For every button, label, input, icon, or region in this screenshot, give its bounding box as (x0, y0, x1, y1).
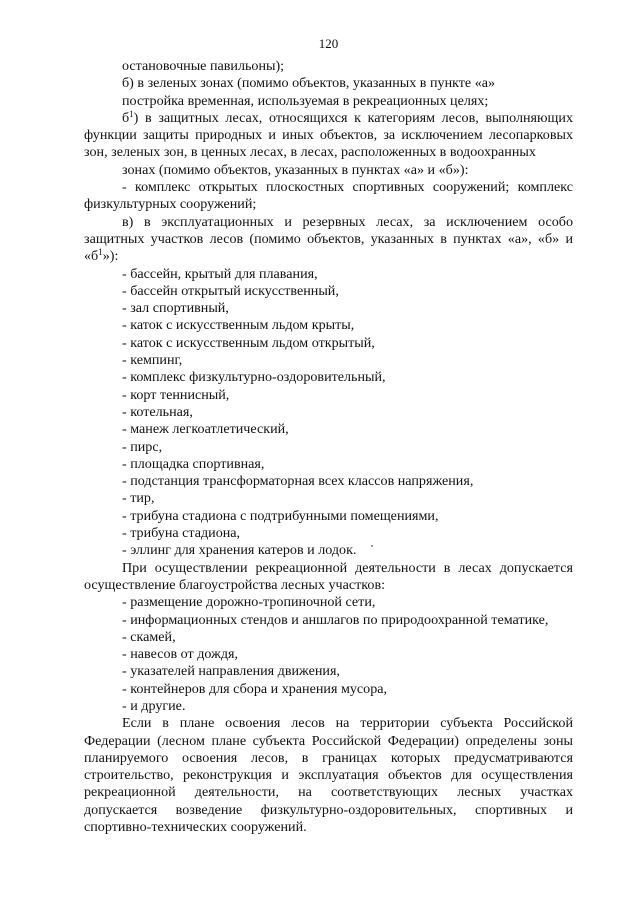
text-line: - каток с искусственным льдом крыты, (122, 317, 355, 334)
text-line: «$б^1$»): (84, 247, 119, 265)
text-line: - и другие. (122, 697, 186, 714)
text-line: - навесов от дождя, (122, 646, 238, 663)
text-line: - комплекс открытых плоскостных спортивных сооружений; комплекс (122, 179, 573, 196)
text-line: - котельная, (122, 403, 193, 420)
text-line: физкультурных сооружений; (84, 196, 257, 213)
text-line: - бассейн открытый искусственный, (122, 282, 339, 299)
text-line: зон, зеленых зон, в ценных лесах, в лесах, расположенных в водоохранных (84, 144, 536, 161)
text-line: зонах (помимо объектов, указанных в пунктах «а» и «б»): (122, 161, 469, 178)
text-line: - информационных стендов и аншлагов по природоохранной тематике, (122, 611, 549, 628)
body-text (84, 58, 573, 836)
text-line: осуществление благоустройства лесных участков: (84, 576, 386, 593)
text-line: - площадка спортивная, (122, 455, 265, 472)
text-line: Федерации (лесном плане субъекта Российской Федерации) определены зоны (84, 732, 573, 749)
text-line: - каток с искусственным льдом открытый, (122, 334, 375, 351)
text-line: спортивно-технических сооружений. (84, 819, 307, 836)
text-line: постройка временная, используемая в рекреационных целях; (122, 92, 489, 109)
text-line: - подстанция трансформаторная всех классов напряжения, (122, 473, 474, 490)
text-line: - тир, (122, 490, 155, 507)
text-line: $б^1$) в защитных лесах, относящихся к категориям лесов, выполняющих (122, 108, 573, 126)
text-line: - пирс, (122, 438, 163, 455)
text-line: - контейнеров для сбора и хранения мусора, (122, 680, 388, 697)
text-line: Если в плане освоения лесов на территории субъекта Российской (122, 715, 573, 732)
text-line: - трибуна стадиона с подтрибунными помещениями, (122, 507, 439, 524)
text-line: в) в эксплуатационных и резервных лесах, за исключением особо (122, 213, 573, 230)
text-line: допускается возведение физкультурно-оздоровительных, спортивных и (84, 801, 573, 818)
text-line: - трибуна стадиона, (122, 525, 241, 542)
text-line: строительство, реконструкция и эксплуатация объектов для осуществления (84, 767, 573, 784)
scan-speck (371, 545, 373, 547)
text-line: - эллинг для хранения катеров и лодок. (122, 542, 357, 559)
text-line: При осуществлении рекреационной деятельности в лесах допускается (122, 559, 573, 576)
text-line: - бассейн, крытый для плавания, (122, 265, 318, 282)
text-line: планируемого освоения лесов, в границах которых предусматриваются (84, 749, 573, 766)
page-number: 120 (318, 36, 339, 51)
text-line: - комплекс физкультурно-оздоровительный, (122, 369, 386, 386)
text-line: - кемпинг, (122, 352, 183, 369)
text-line: б) в зеленых зонах (помимо объектов, указанных в пункте «а» (122, 75, 496, 92)
text-line: - указателей направления движения, (122, 663, 340, 680)
text-line: - манеж легкоатлетический, (122, 421, 289, 438)
text-line: - корт теннисный, (122, 386, 230, 403)
text-line: - скамей, (122, 628, 176, 645)
text-line: остановочные павильоны); (122, 58, 285, 74)
text-line: - зал спортивный, (122, 300, 229, 317)
text-line: защитных участков лесов (помимо объектов, указанных в пунктах «а», «б» и (84, 230, 573, 247)
text-line: - размещение дорожно-тропиночной сети, (122, 594, 376, 611)
text-line: функции защиты природных и иных объектов, за исключением лесопарковых (84, 127, 573, 144)
text-line: рекреационной деятельности, на соответствующих лесных участках (84, 784, 573, 801)
